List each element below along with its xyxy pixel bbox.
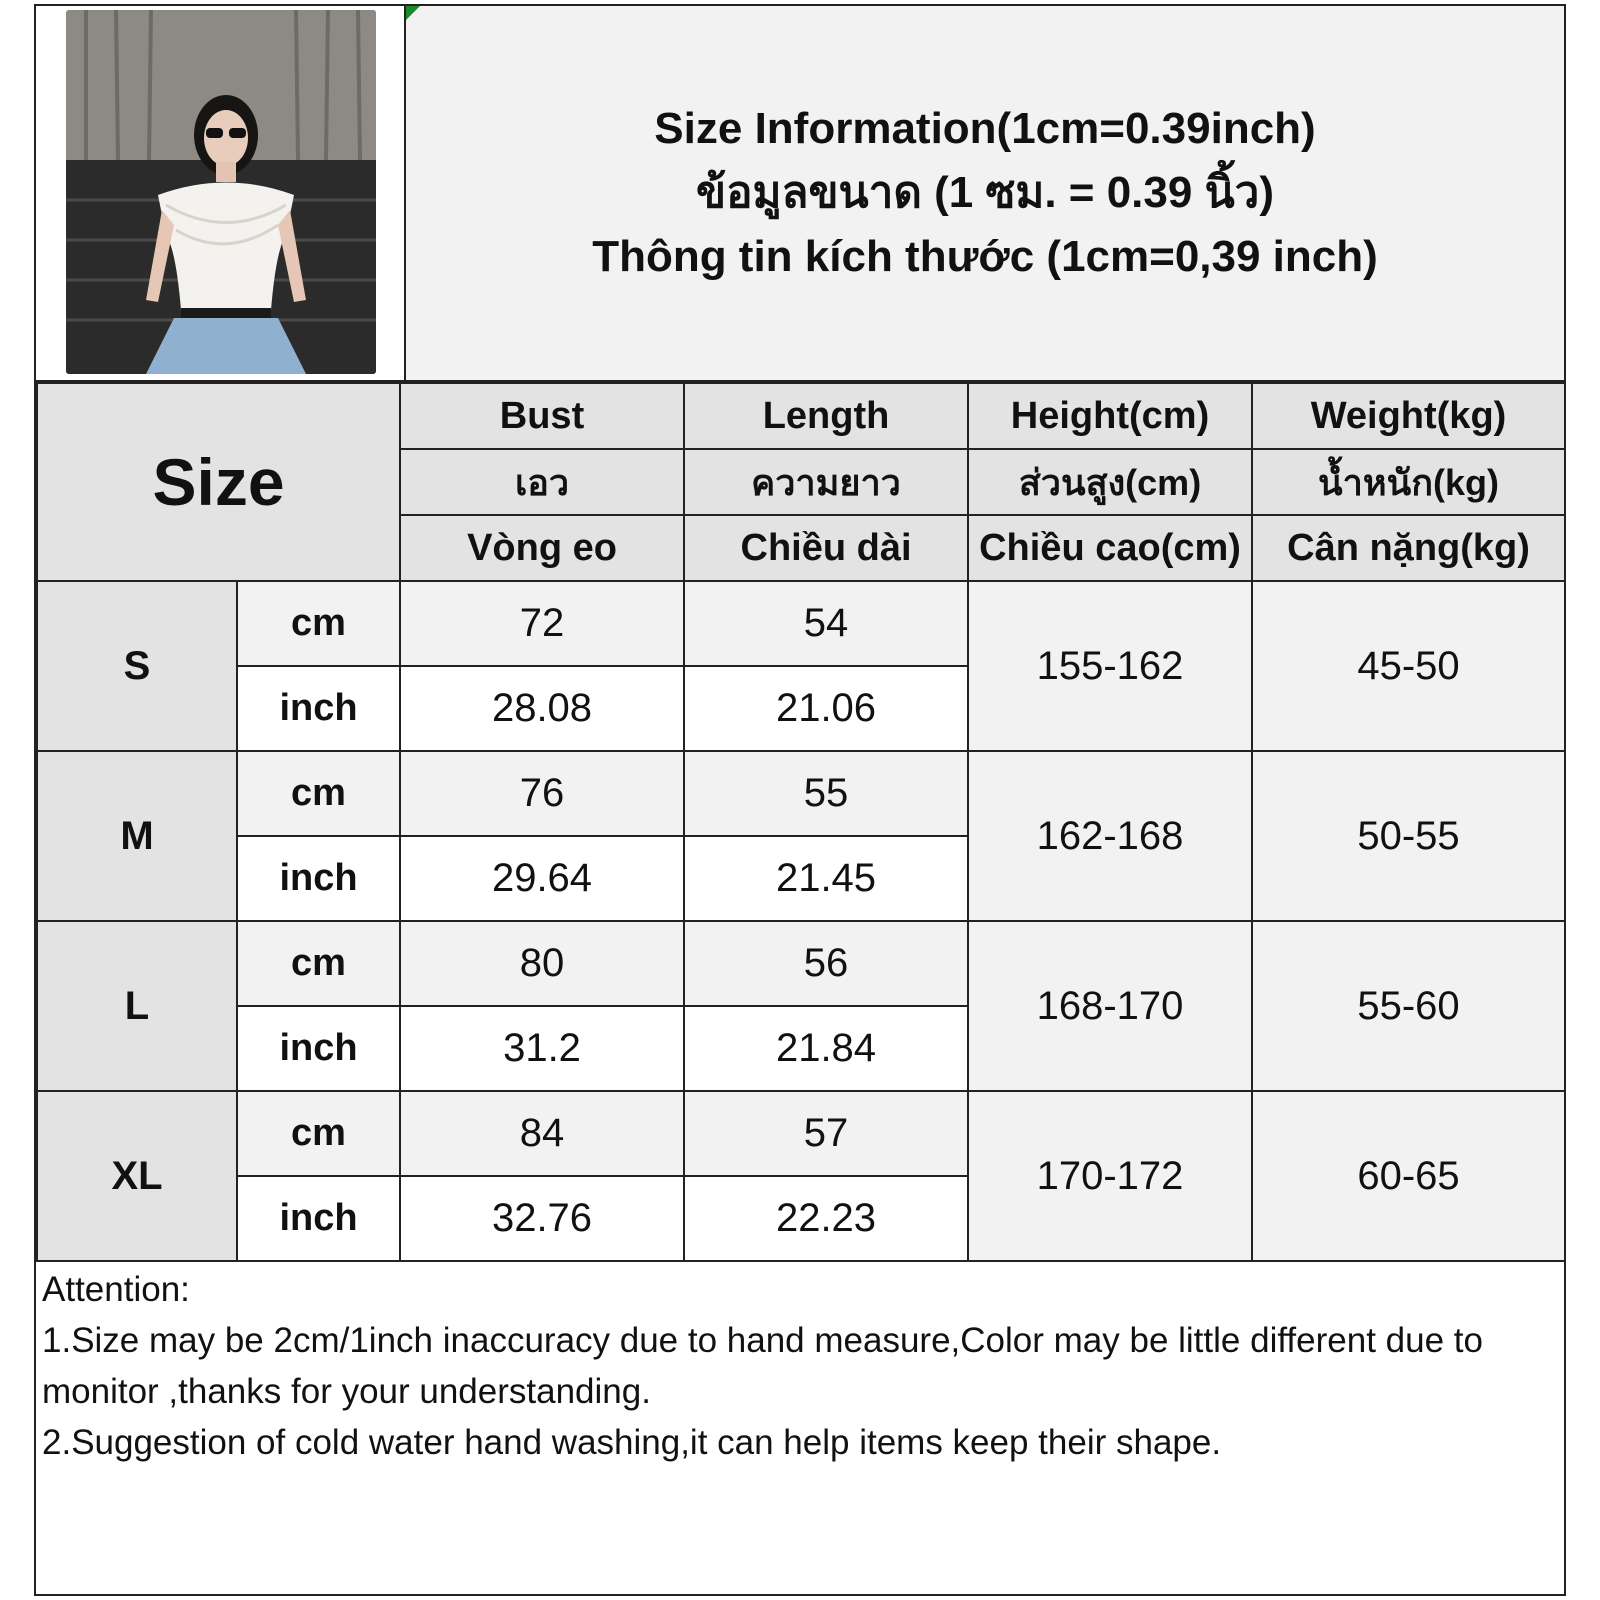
size-label: S: [37, 581, 237, 751]
col-bust-vi: Vòng eo: [400, 515, 684, 581]
table-row: [37, 1091, 1565, 1176]
table-row: [37, 581, 1565, 666]
col-height-th: ส่วนสูง(cm): [968, 449, 1252, 515]
attention-notes: [42, 1264, 1542, 1468]
bust-cm: 80: [400, 921, 684, 1006]
length-cm: 57: [684, 1091, 968, 1176]
col-length-en: Length: [684, 383, 968, 449]
title-vietnamese: Thông tin kích thước (1cm=0,39 inch): [592, 232, 1378, 281]
bust-inch: 32.76: [400, 1176, 684, 1261]
table-row: [37, 751, 1565, 836]
length-inch: 22.23: [684, 1176, 968, 1261]
col-weight-th: น้ำหนัก(kg): [1252, 449, 1565, 515]
height-range: 168-170: [968, 921, 1252, 1091]
weight-range: 60-65: [1252, 1091, 1565, 1261]
height-range: 170-172: [968, 1091, 1252, 1261]
bust-cm: 72: [400, 581, 684, 666]
col-height-en: Height(cm): [968, 383, 1252, 449]
bust-cm: 76: [400, 751, 684, 836]
col-weight-vi: Cân nặng(kg): [1252, 515, 1565, 581]
title-block: [406, 6, 1564, 382]
notes-heading: Attention:: [42, 1270, 190, 1309]
note-measurement: 1.Size may be 2cm/1inch inaccuracy due to hand measure,Color may be little different due to monitor ,thanks for your understanding.: [42, 1321, 1483, 1411]
header-row-english: [37, 383, 1565, 449]
table-row: [37, 921, 1565, 1006]
height-range: 155-162: [968, 581, 1252, 751]
unit-inch: inch: [237, 666, 400, 751]
col-height-vi: Chiều cao(cm): [968, 515, 1252, 581]
bust-inch: 29.64: [400, 836, 684, 921]
title-english: Size Information(1cm=0.39inch): [654, 104, 1316, 153]
length-inch: 21.84: [684, 1006, 968, 1091]
col-bust-en: Bust: [400, 383, 684, 449]
weight-range: 50-55: [1252, 751, 1565, 921]
size-chart: [34, 4, 1566, 1596]
col-length-th: ความยาว: [684, 449, 968, 515]
unit-cm: cm: [237, 1091, 400, 1176]
product-photo-cell: [36, 6, 406, 382]
col-bust-th: เอว: [400, 449, 684, 515]
title-thai: ข้อมูลขนาด (1 ซม. = 0.39 นิ้ว): [695, 168, 1274, 217]
bust-inch: 31.2: [400, 1006, 684, 1091]
bust-cm: 84: [400, 1091, 684, 1176]
length-inch: 21.45: [684, 836, 968, 921]
unit-cm: cm: [237, 581, 400, 666]
length-cm: 54: [684, 581, 968, 666]
size-header: Size: [37, 383, 400, 581]
col-weight-en: Weight(kg): [1252, 383, 1565, 449]
product-photo: [66, 10, 376, 374]
size-label: L: [37, 921, 237, 1091]
corner-marker-icon: [406, 6, 420, 20]
length-cm: 55: [684, 751, 968, 836]
weight-range: 55-60: [1252, 921, 1565, 1091]
size-label: M: [37, 751, 237, 921]
length-inch: 21.06: [684, 666, 968, 751]
weight-range: 45-50: [1252, 581, 1565, 751]
unit-cm: cm: [237, 751, 400, 836]
col-length-vi: Chiều dài: [684, 515, 968, 581]
size-label: XL: [37, 1091, 237, 1261]
size-table: [36, 382, 1566, 1262]
bust-inch: 28.08: [400, 666, 684, 751]
unit-cm: cm: [237, 921, 400, 1006]
unit-inch: inch: [237, 1176, 400, 1261]
height-range: 162-168: [968, 751, 1252, 921]
unit-inch: inch: [237, 1006, 400, 1091]
unit-inch: inch: [237, 836, 400, 921]
length-cm: 56: [684, 921, 968, 1006]
note-washing: 2.Suggestion of cold water hand washing,it can help items keep their shape.: [42, 1423, 1222, 1462]
